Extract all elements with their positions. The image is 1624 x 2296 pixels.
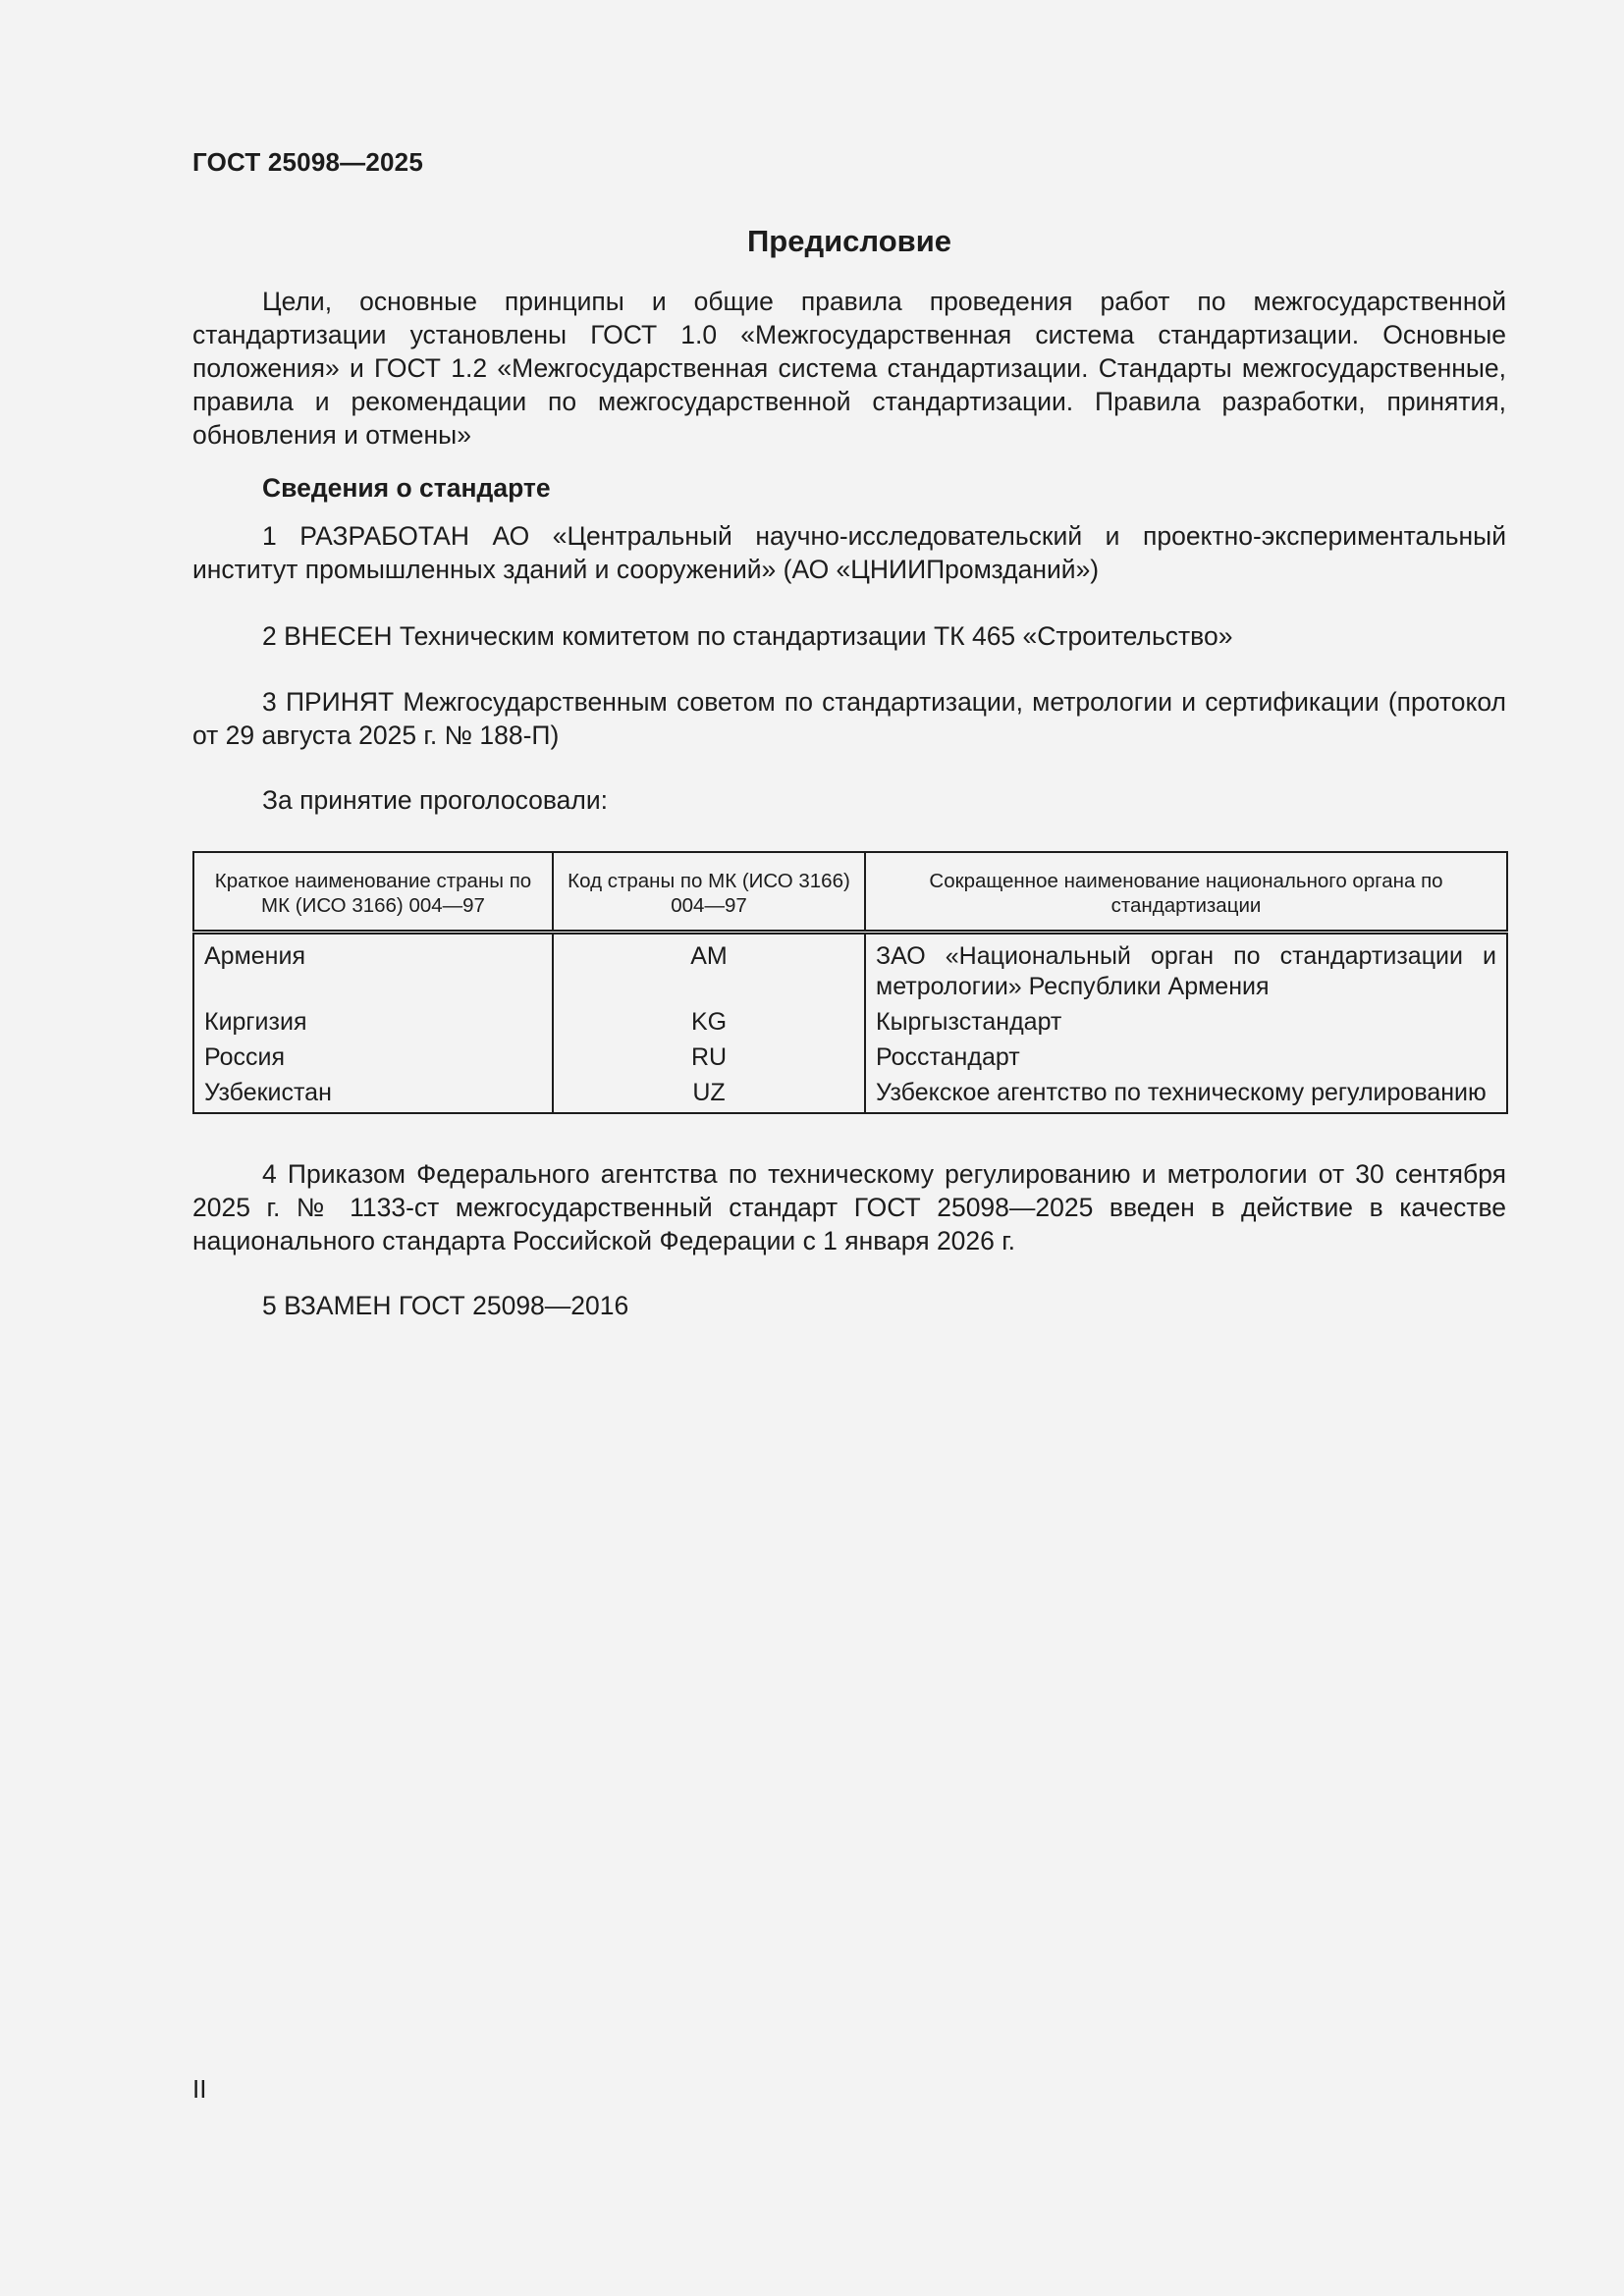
table-row — [193, 1075, 1507, 1113]
table-row — [193, 1004, 1507, 1040]
table-header-row — [193, 852, 1507, 933]
item-submitted-by: 2 ВНЕСЕН Техническим комитетом по стандартизации ТК 465 «Строительство» — [262, 621, 1233, 651]
voting-countries-table — [192, 851, 1508, 1114]
national-body-cell: Узбекское агентство по техническому регулированию — [876, 1079, 1487, 1106]
national-body-cell: Кыргызстандарт — [876, 1008, 1062, 1036]
table-row — [193, 933, 1507, 1005]
column-header-national-body: Сокращенное наименование национального органа по стандартизации — [865, 852, 1507, 933]
column-header-code: Код страны по МК (ИСО 3166) 004—97 — [553, 852, 865, 933]
item-enacted-by-order: 4 Приказом Федерального агентства по техническому регулированию и метрологии от 30 сентября 2025 г. № 1133-ст межгосударственный стандарт ГОСТ 25098—2025 введен в действие в качестве национального стандарта Российской Федерации с 1 января 2026 г. — [192, 1159, 1506, 1255]
country-name-cell: Киргизия — [193, 1004, 553, 1040]
country-code-cell: UZ — [553, 1075, 865, 1113]
document-code-header: ГОСТ 25098—2025 — [192, 147, 423, 177]
country-name-cell: Армения — [193, 933, 553, 1005]
country-name-cell: Узбекистан — [193, 1075, 553, 1113]
page-number: II — [192, 2074, 207, 2104]
item-replaces: 5 ВЗАМЕН ГОСТ 25098—2016 — [262, 1291, 629, 1320]
intro-paragraph: Цели, основные принципы и общие правила проведения работ по межгосударственной стандартизации установлены ГОСТ 1.0 «Межгосударственная система стандартизации. Основные положения» и ГОСТ 1.2 «Межгосударственная система стандартизации. Стандарты межгосударственные, правила и рекомендации по межгосударственной стандартизации. Правила разработки, принятия, обновления и отмены» — [192, 287, 1506, 450]
table-row — [193, 1040, 1507, 1075]
national-body-cell: ЗАО «Национальный орган по стандартизации и метрологии» Республики Армения — [876, 942, 1496, 1000]
country-code-cell: AM — [553, 933, 865, 1005]
country-code-cell: KG — [553, 1004, 865, 1040]
national-body-cell: Росстандарт — [876, 1043, 1020, 1071]
standard-info-heading: Сведения о стандарте — [262, 473, 551, 503]
column-header-country: Краткое наименование страны по МК (ИСО 3166) 004—97 — [193, 852, 553, 933]
country-code-cell: RU — [553, 1040, 865, 1075]
page-title: Предисловие — [746, 224, 951, 258]
item-adopted-by: 3 ПРИНЯТ Межгосударственным советом по стандартизации, метрологии и сертификации (протокол от 29 августа 2025 г. № 188-П) — [192, 687, 1506, 750]
item-developed-by: 1 РАЗРАБОТАН АО «Центральный научно-исследовательский и проектно-экспериментальный институт промышленных зданий и сооружений» (АО «ЦНИИПромзданий») — [192, 521, 1506, 584]
country-name-cell: Россия — [193, 1040, 553, 1075]
voting-label: За принятие проголосовали: — [262, 785, 609, 815]
